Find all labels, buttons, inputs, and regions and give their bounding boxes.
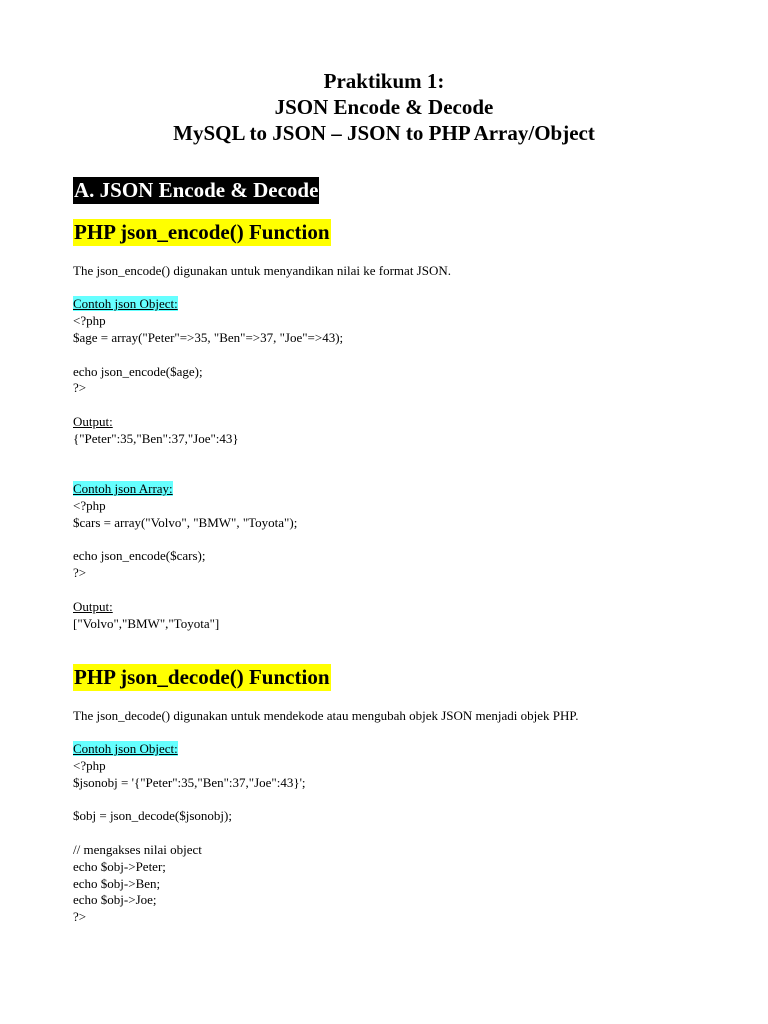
decode-description: The json_decode() digunakan untuk mendekode atau mengubah objek JSON menjadi objek PHP. (73, 708, 579, 723)
title-line-3: MySQL to JSON – JSON to PHP Array/Object (173, 121, 595, 145)
code-line: $jsonobj = '{"Peter":35,"Ben":37,"Joe":43}'; (73, 775, 306, 790)
code-line: <?php (73, 498, 106, 513)
code-line: ?> (73, 380, 87, 395)
code-line: echo $obj->Joe; (73, 892, 157, 907)
code-line: ?> (73, 565, 87, 580)
encode-description: The json_encode() digunakan untuk menyandikan nilai ke format JSON. (73, 263, 451, 278)
code-comment: // mengakses nilai object (73, 842, 202, 857)
encode-output1-label: Output: (73, 414, 113, 429)
code-line: echo $obj->Ben; (73, 876, 161, 891)
title-line-2: JSON Encode & Decode (274, 95, 494, 119)
code-line: $age = array("Peter"=>35, "Ben"=>37, "Joe"=>43); (73, 330, 344, 345)
decode-heading: PHP json_decode() Function (74, 665, 330, 689)
decode-example1-label: Contoh json Object: (73, 741, 178, 756)
code-line: echo $obj->Peter; (73, 859, 166, 874)
code-line: <?php (73, 758, 106, 773)
encode-output2-label: Output: (73, 599, 113, 614)
code-line: $obj = json_decode($jsonobj); (73, 808, 232, 823)
code-line: $cars = array("Volvo", "BMW", "Toyota"); (73, 515, 298, 530)
encode-example1-label: Contoh json Object: (73, 296, 178, 311)
code-line: echo json_encode($age); (73, 364, 203, 379)
code-line: ?> (73, 909, 87, 924)
title-line-1: Praktikum 1: (323, 69, 445, 93)
document-title (0, 68, 768, 146)
encode-heading: PHP json_encode() Function (74, 220, 330, 244)
encode-example2-label: Contoh json Array: (73, 481, 173, 496)
code-line: echo json_encode($cars); (73, 548, 206, 563)
section-a-heading: A. JSON Encode & Decode (74, 178, 319, 202)
encode-output2: ["Volvo","BMW","Toyota"] (73, 616, 220, 631)
code-line: <?php (73, 313, 106, 328)
encode-output1: {"Peter":35,"Ben":37,"Joe":43} (73, 431, 239, 446)
